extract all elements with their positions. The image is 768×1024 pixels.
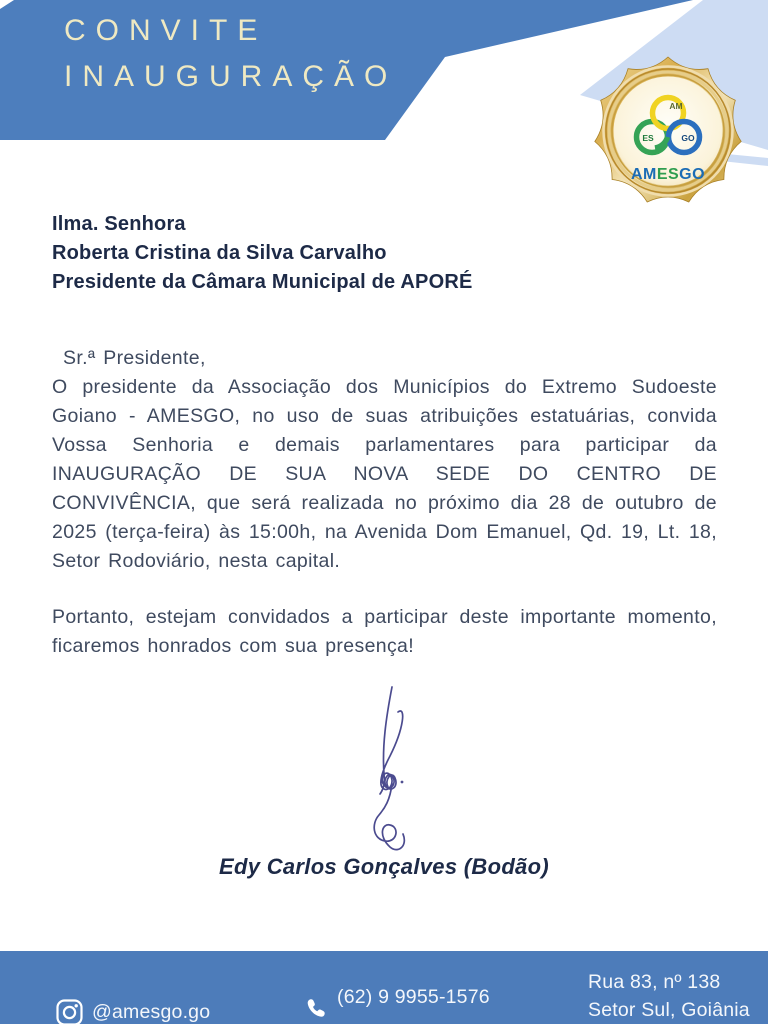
recipient-title: Presidente da Câmara Municipal de APORÉ — [52, 271, 473, 293]
recipient-name: Roberta Cristina da Silva Carvalho — [52, 242, 387, 264]
recipient-salutation: Ilma. Senhora — [52, 213, 186, 235]
recipient-block — [52, 210, 473, 297]
body-salutation: Sr.ª Presidente, — [63, 347, 206, 369]
address-line-2: Setor Sul, Goiânia — [588, 999, 750, 1021]
page-title — [64, 8, 397, 100]
amesgo-gold-seal — [592, 55, 744, 207]
letter-body — [52, 344, 717, 661]
signer-name: Edy Carlos Gonçalves (Bodão) — [219, 854, 549, 879]
ring-label-go: GO — [681, 133, 695, 143]
phone-icon — [306, 998, 327, 1019]
footer-bar — [0, 951, 768, 1024]
phone-number: (62) 9 9955-1576 — [337, 986, 490, 1008]
seal-org-name: AMESGO — [630, 166, 706, 183]
title-line-2: INAUGURAÇÃO — [64, 60, 398, 93]
ring-label-es: ES — [642, 133, 654, 143]
handwritten-signature — [340, 684, 450, 854]
instagram-icon — [56, 999, 83, 1024]
title-line-1: CONVITE — [64, 14, 268, 47]
instagram-handle: @amesgo.go — [92, 1001, 211, 1023]
address-line-1: Rua 83, nº 138 — [588, 971, 721, 993]
paragraph-closing: Portanto, estejam convidados a participar deste importante momento, ficaremos honrados com sua presença! — [52, 606, 717, 657]
paragraph-invitation: O presidente da Associação dos Municípios do Extremo Sudoeste Goiano - AMESGO, no uso de suas atribuições estatuárias, convida Vossa Senhoria e demais parlamentares para participar da INAUGURAÇÃO DE SUA NOVA SEDE DO CENTRO DE CONVIVÊNCIA, que será realizada no próximo dia 28 de outubro de 2025 (terça-feira) às 15:00h, na Avenida Dom Emanuel, Qd. 19, Lt. 18, Setor Rodoviário, nesta capital. — [52, 376, 717, 572]
ring-label-am: AM — [669, 101, 683, 111]
